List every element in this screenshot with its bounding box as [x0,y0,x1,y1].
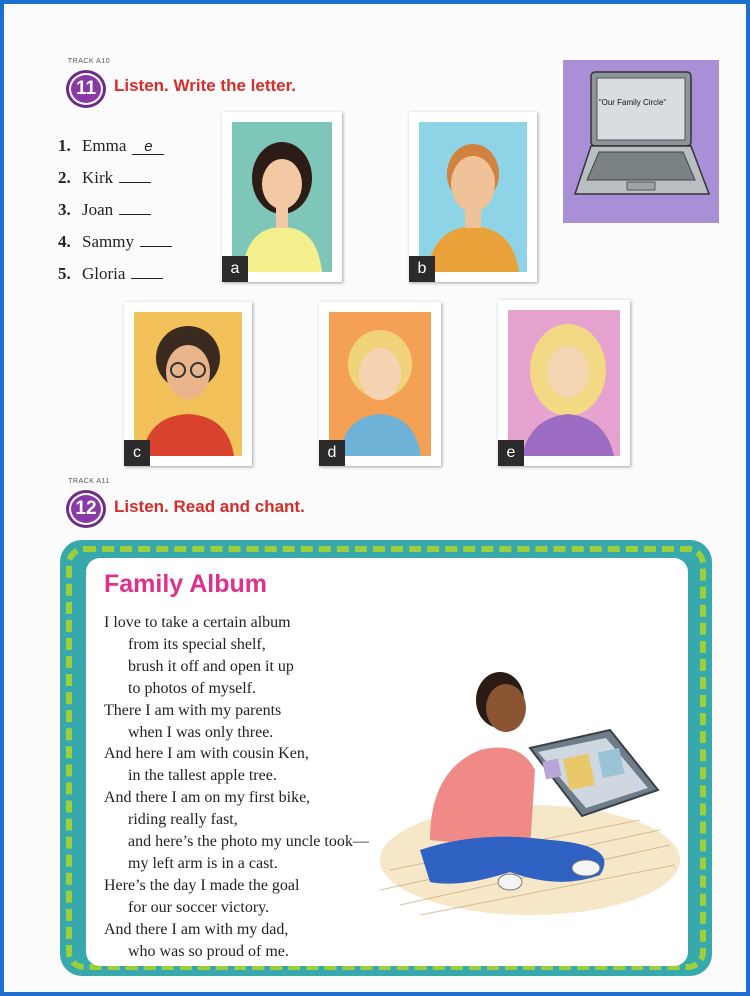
track-label: TRACK A10 [67,58,111,65]
portrait-image [419,122,527,272]
poem-line: There I am with my parents [104,701,282,719]
instruction-12: Listen. Read and chant. [114,497,305,516]
list-item: 1. Emma e [58,136,172,168]
track-label: TRACK A11 [68,478,110,485]
portrait-image [329,312,431,456]
answer-blank[interactable] [119,214,151,215]
activity-number: 11 [71,75,101,103]
card-label: d [319,440,345,466]
poem-line: and here’s the photo my uncle took— [128,833,369,851]
poem-line: in the tallest apple tree. [128,767,277,785]
poem-line: my left arm is in a cast. [128,854,278,872]
portrait-card-c [124,302,252,466]
card-label: a [222,256,248,282]
track-badge-12[interactable] [64,478,110,528]
poem-line: And there I am on my first bike, [104,789,311,807]
boy-reading-album-illustration [360,660,680,920]
answer-blank[interactable] [131,278,163,279]
list-item: 5. Gloria [58,264,172,296]
poem-line: And here I am with cousin Ken, [104,745,309,763]
poem-line: I love to take a certain album [104,614,291,631]
poem-line: to photos of myself. [128,679,256,697]
poem-line: when I was only three. [128,723,274,741]
portrait-card-d [319,302,441,466]
poem-line: for our soccer victory. [128,898,270,916]
portrait-card-e [498,300,630,466]
poem-text [104,612,369,963]
poem-title: Family Album [104,570,267,598]
list-item: 4. Sammy [58,232,172,264]
portrait-card-a [222,112,342,282]
card-label: b [409,256,435,282]
poem-line: who was so proud of me. [128,942,289,960]
laptop-screen-text: "Our Family Circle" [598,98,667,107]
list-item: 3. Joan [58,200,172,232]
answer-blank[interactable] [119,182,151,183]
portrait-image [508,310,620,456]
poem-line: from its special shelf, [128,635,266,653]
track-badge-11[interactable] [64,58,111,108]
portrait-image [134,312,242,456]
answer-list [58,136,172,296]
portrait-image [232,122,332,272]
poem-line: Here’s the day I made the goal [104,876,300,894]
poem-line: riding really fast, [128,811,238,829]
portrait-card-b [409,112,537,282]
card-label: e [498,440,524,466]
activity-number: 12 [71,495,101,523]
answer-blank[interactable]: e [132,139,164,155]
poem-line: brush it off and open it up [128,657,294,675]
laptop-illustration [563,60,719,223]
instruction-11: Listen. Write the letter. [114,76,297,95]
card-label: c [124,440,150,466]
answer-blank[interactable] [140,246,172,247]
poem-line: And there I am with my dad, [104,920,289,938]
list-item: 2. Kirk [58,168,172,200]
